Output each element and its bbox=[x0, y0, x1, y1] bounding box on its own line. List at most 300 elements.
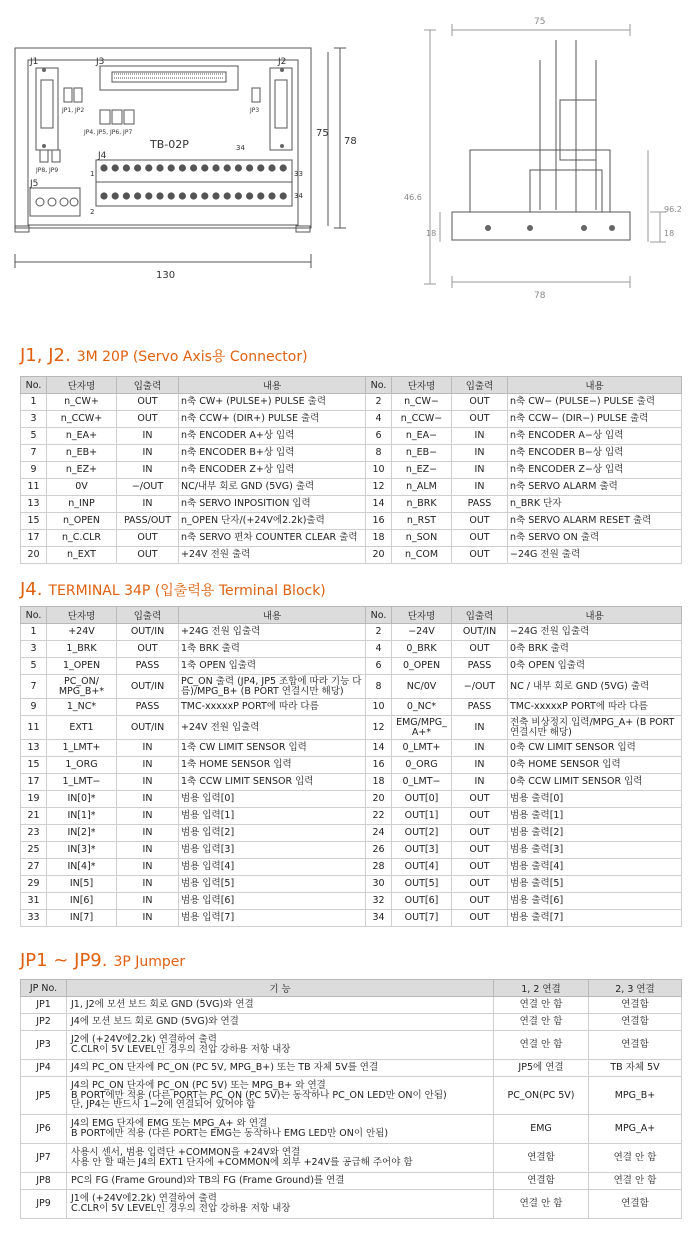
table-cell: PASS bbox=[117, 699, 179, 716]
table-row bbox=[21, 428, 682, 445]
table-row bbox=[21, 1173, 682, 1190]
terminal-pin bbox=[246, 192, 253, 199]
table-cell: n축 CW+ (PULSE+) PULSE 출력 bbox=[179, 394, 366, 411]
table-cell: J2에 (+24V에2.2k) 연결하여 출력 C.CLR이 5V LEVEL인 경우의 전압 강하용 저항 내장 bbox=[67, 1031, 494, 1060]
dim-side-bottom: 78 bbox=[534, 291, 546, 301]
table-cell: 0_LMT+ bbox=[392, 740, 452, 757]
table-cell: J1에 (+24V에2.2k) 연결하여 출력 C.CLR이 5V LEVEL인 경우의 전압 강하용 저항 내장 bbox=[67, 1190, 494, 1219]
table-cell: IN[3]* bbox=[47, 842, 117, 859]
table-cell: 범용 입력[3] bbox=[179, 842, 366, 859]
table-cell: OUT bbox=[117, 547, 179, 564]
column-header: 단자명 bbox=[47, 607, 117, 624]
board-drawing bbox=[0, 0, 700, 318]
table-row bbox=[21, 740, 682, 757]
table-cell: OUT/IN bbox=[117, 624, 179, 641]
terminal-pin bbox=[257, 164, 264, 171]
dim-height-outer: 78 bbox=[344, 136, 357, 147]
table-cell: 33 bbox=[21, 910, 47, 927]
terminal-pin bbox=[224, 192, 231, 199]
table-cell: 17 bbox=[21, 530, 47, 547]
table-cell: 연결함 bbox=[494, 1144, 589, 1173]
dim-side-s2: 18 bbox=[664, 229, 675, 238]
table-cell: 28 bbox=[366, 859, 392, 876]
table-cell: 24 bbox=[366, 825, 392, 842]
table-cell: 31 bbox=[21, 893, 47, 910]
table-cell: OUT bbox=[117, 394, 179, 411]
section-title-jp bbox=[20, 950, 185, 971]
table-cell: OUT/IN bbox=[117, 675, 179, 699]
table-cell: 4 bbox=[366, 411, 392, 428]
terminal-pin bbox=[212, 192, 219, 199]
table-cell: n_EA+ bbox=[47, 428, 117, 445]
table-cell: 1 bbox=[21, 624, 47, 641]
table-cell: +24V bbox=[47, 624, 117, 641]
table-cell: J1, J2에 모션 보드 회로 GND (5VG)와 연결 bbox=[67, 997, 494, 1014]
table-row bbox=[21, 1115, 682, 1144]
table-cell: −/OUT bbox=[117, 479, 179, 496]
table-cell: OUT bbox=[452, 842, 508, 859]
table-cell: n축 SERVO INPOSITION 입력 bbox=[179, 496, 366, 513]
table-cell: n축 ENCODER B−상 입력 bbox=[508, 445, 682, 462]
board-name: TB-02P bbox=[150, 138, 189, 151]
label-jp4-jp7: JP4, JP5, JP6, JP7 bbox=[84, 129, 133, 136]
table-cell: n_CW− bbox=[392, 394, 452, 411]
table-cell: −24V bbox=[392, 624, 452, 641]
terminal-pin bbox=[123, 192, 130, 199]
table-cell: 27 bbox=[21, 859, 47, 876]
table-cell: OUT[7] bbox=[392, 910, 452, 927]
table-cell: 32 bbox=[366, 893, 392, 910]
table-cell: IN bbox=[452, 479, 508, 496]
pin-marker-34-top: 34 bbox=[236, 144, 245, 152]
table-cell: JP1 bbox=[21, 997, 67, 1014]
table-cell: 29 bbox=[21, 876, 47, 893]
terminal-pin bbox=[145, 192, 152, 199]
table-cell: 23 bbox=[21, 825, 47, 842]
table-cell: 0_NC* bbox=[392, 699, 452, 716]
table-cell: 1_LMT− bbox=[47, 774, 117, 791]
table-cell: n_INP bbox=[47, 496, 117, 513]
section-title-main: JP1 ~ JP9. bbox=[20, 950, 108, 971]
table-row bbox=[21, 479, 682, 496]
table-cell: IN[6] bbox=[47, 893, 117, 910]
table-cell: IN[7] bbox=[47, 910, 117, 927]
section-title-j1j2 bbox=[20, 345, 308, 366]
table-cell: n_BRK bbox=[392, 496, 452, 513]
table-cell: PASS bbox=[452, 658, 508, 675]
table-cell: 1축 CCW LIMIT SENSOR 입력 bbox=[179, 774, 366, 791]
table-cell: 범용 입력[6] bbox=[179, 893, 366, 910]
table-cell: n축 ENCODER B+상 입력 bbox=[179, 445, 366, 462]
table-cell: OUT bbox=[452, 893, 508, 910]
label-j3: J3 bbox=[96, 57, 105, 67]
terminal-pin bbox=[168, 164, 175, 171]
table-row bbox=[21, 791, 682, 808]
table-cell: 20 bbox=[21, 547, 47, 564]
table-cell: OUT[0] bbox=[392, 791, 452, 808]
table-cell: 34 bbox=[366, 910, 392, 927]
table-row bbox=[21, 876, 682, 893]
table-cell: n축 SERVO ALARM RESET 출력 bbox=[508, 513, 682, 530]
terminal-pin bbox=[100, 192, 107, 199]
terminal-pin bbox=[145, 164, 152, 171]
table-cell: PC_ON/ MPG_B+* bbox=[47, 675, 117, 699]
terminal-pin bbox=[123, 164, 130, 171]
table-cell: TMC-xxxxxP PORT에 따라 다름 bbox=[508, 699, 682, 716]
section-subtitle: 3M 20P (Servo Axis용 Connector) bbox=[76, 349, 308, 365]
side-view-outline bbox=[452, 212, 630, 240]
terminal-pin bbox=[280, 192, 287, 199]
table-cell: JP2 bbox=[21, 1014, 67, 1031]
table-cell: 16 bbox=[366, 757, 392, 774]
table-cell: EMG bbox=[494, 1115, 589, 1144]
table-cell: IN bbox=[117, 774, 179, 791]
table-cell: 20 bbox=[366, 547, 392, 564]
table-cell: PC의 FG (Frame Ground)와 TB의 FG (Frame Ground)를 연결 bbox=[67, 1173, 494, 1190]
table-cell: n_OPEN bbox=[47, 513, 117, 530]
table-cell: 범용 출력[7] bbox=[508, 910, 682, 927]
table-cell: 연결함 bbox=[494, 1173, 589, 1190]
label-jp1-jp2: JP1, JP2 bbox=[62, 107, 85, 114]
label-j4: J4 bbox=[98, 151, 107, 161]
table-cell: 범용 입력[7] bbox=[179, 910, 366, 927]
column-header: 단자명 bbox=[47, 377, 117, 394]
table-cell: 연결 안 함 bbox=[589, 1144, 682, 1173]
terminal-pin bbox=[100, 164, 107, 171]
terminal-pin bbox=[134, 164, 141, 171]
table-cell: n_EZ− bbox=[392, 462, 452, 479]
table-cell: n축 CW− (PULSE−) PULSE 출력 bbox=[508, 394, 682, 411]
table-cell: 9 bbox=[21, 699, 47, 716]
table-cell: EMG/MPG_ A+* bbox=[392, 716, 452, 740]
table-cell: 0축 HOME SENSOR 입력 bbox=[508, 757, 682, 774]
table-cell: 1축 HOME SENSOR 입력 bbox=[179, 757, 366, 774]
table-row bbox=[21, 624, 682, 641]
table-cell: n_OPEN 단자/(+24V에2.2k)출력 bbox=[179, 513, 366, 530]
table-cell: −24G 전원 입출력 bbox=[508, 624, 682, 641]
dim-side-h2: 96.2 bbox=[664, 205, 682, 214]
table-row bbox=[21, 1031, 682, 1060]
table-cell: 8 bbox=[366, 675, 392, 699]
table-cell: OUT bbox=[117, 641, 179, 658]
table-cell: OUT bbox=[452, 859, 508, 876]
table-cell: 0_LMT− bbox=[392, 774, 452, 791]
column-header: JP No. bbox=[21, 980, 67, 997]
table-cell: +24V 전원 출력 bbox=[179, 547, 366, 564]
table-cell: 12 bbox=[366, 716, 392, 740]
table-cell: 12 bbox=[366, 479, 392, 496]
terminal-pin bbox=[246, 164, 253, 171]
table-cell: 3 bbox=[21, 641, 47, 658]
table-cell: OUT bbox=[452, 791, 508, 808]
table-cell: 범용 입력[1] bbox=[179, 808, 366, 825]
dim-width: 130 bbox=[156, 270, 176, 281]
table-row bbox=[21, 394, 682, 411]
table-cell: 연결 안 함 bbox=[494, 1014, 589, 1031]
table-cell: +24G 전원 입출력 bbox=[179, 624, 366, 641]
table-cell: IN bbox=[452, 462, 508, 479]
table-cell: OUT[6] bbox=[392, 893, 452, 910]
table-cell: OUT bbox=[452, 530, 508, 547]
table-cell: 5 bbox=[21, 658, 47, 675]
table-row bbox=[21, 825, 682, 842]
table-cell: n축 ENCODER A+상 입력 bbox=[179, 428, 366, 445]
terminal-pin bbox=[280, 164, 287, 171]
table-cell: IN bbox=[452, 445, 508, 462]
table-cell: n축 CCW+ (DIR+) PULSE 출력 bbox=[179, 411, 366, 428]
dim-side-s1: 18 bbox=[426, 229, 437, 238]
table-cell: JP8 bbox=[21, 1173, 67, 1190]
table-cell: IN bbox=[117, 825, 179, 842]
table-cell: MPG_B+ bbox=[589, 1077, 682, 1115]
table-cell: PC_ON(PC 5V) bbox=[494, 1077, 589, 1115]
table-cell: 16 bbox=[366, 513, 392, 530]
table-cell: 범용 출력[5] bbox=[508, 876, 682, 893]
table-cell: 범용 출력[3] bbox=[508, 842, 682, 859]
table-row bbox=[21, 842, 682, 859]
table-cell: 14 bbox=[366, 740, 392, 757]
table-row bbox=[21, 675, 682, 699]
table-cell: n_CCW+ bbox=[47, 411, 117, 428]
section-subtitle: TERMINAL 34P (입출력용 Terminal Block) bbox=[48, 583, 326, 599]
table-cell: NC/내부 회로 GND (5VG) 출력 bbox=[179, 479, 366, 496]
table-cell: 1_OPEN bbox=[47, 658, 117, 675]
table-cell: 연결 안 함 bbox=[494, 1190, 589, 1219]
table-cell: JP5 bbox=[21, 1077, 67, 1115]
pin-marker-33: 33 bbox=[294, 170, 303, 178]
table-row bbox=[21, 716, 682, 740]
table-cell: TB 자체 5V bbox=[589, 1060, 682, 1077]
table-cell: 0V bbox=[47, 479, 117, 496]
table-cell: IN bbox=[117, 791, 179, 808]
terminal-pin bbox=[235, 164, 242, 171]
table-cell: 사용시 센서, 범용 입력단 +COMMON을 +24V와 연결 사용 안 할 때는 J4의 EXT1 단자에 +COMMON에 외부 +24V를 공급해 주어야 함 bbox=[67, 1144, 494, 1173]
table-cell: n_BRK 단자 bbox=[508, 496, 682, 513]
table-cell: 0_BRK bbox=[392, 641, 452, 658]
table-cell: IN bbox=[117, 859, 179, 876]
table-cell: 연결 안 함 bbox=[589, 1173, 682, 1190]
table-row bbox=[21, 547, 682, 564]
column-header: 1, 2 연결 bbox=[494, 980, 589, 997]
table-cell: IN bbox=[452, 757, 508, 774]
table-cell: IN bbox=[452, 428, 508, 445]
table-cell: 18 bbox=[366, 530, 392, 547]
table-cell: OUT bbox=[452, 641, 508, 658]
table-cell: NC / 내부 회로 GND (5VG) 출력 bbox=[508, 675, 682, 699]
table-cell: IN[2]* bbox=[47, 825, 117, 842]
table-cell: IN bbox=[452, 740, 508, 757]
section-title-main: J4. bbox=[20, 579, 43, 600]
table-cell: 14 bbox=[366, 496, 392, 513]
table-cell: +24V 전원 입출력 bbox=[179, 716, 366, 740]
terminal-pin bbox=[179, 192, 186, 199]
table-cell: 13 bbox=[21, 740, 47, 757]
table-cell: 19 bbox=[21, 791, 47, 808]
table-cell: JP5에 연결 bbox=[494, 1060, 589, 1077]
table-cell: −/OUT bbox=[452, 675, 508, 699]
table-row bbox=[21, 774, 682, 791]
table-cell: 6 bbox=[366, 658, 392, 675]
table-cell: 22 bbox=[366, 808, 392, 825]
table-cell: 20 bbox=[366, 791, 392, 808]
table-cell: 1_NC* bbox=[47, 699, 117, 716]
table-cell: TMC-xxxxxP PORT에 따라 다름 bbox=[179, 699, 366, 716]
table-row bbox=[21, 530, 682, 547]
column-header: 단자명 bbox=[392, 607, 452, 624]
table-cell: 11 bbox=[21, 716, 47, 740]
table-cell: OUT bbox=[452, 513, 508, 530]
column-header: No. bbox=[366, 377, 392, 394]
table-cell: PASS bbox=[452, 699, 508, 716]
terminal-pin bbox=[201, 164, 208, 171]
terminal-pin bbox=[257, 192, 264, 199]
column-header: 입출력 bbox=[117, 377, 179, 394]
table-cell: OUT[2] bbox=[392, 825, 452, 842]
table-cell: 10 bbox=[366, 699, 392, 716]
table-cell: n_ALM bbox=[392, 479, 452, 496]
table-cell: 2 bbox=[366, 624, 392, 641]
table-cell: 8 bbox=[366, 445, 392, 462]
table-row bbox=[21, 757, 682, 774]
table-row bbox=[21, 1060, 682, 1077]
table-cell: n_SON bbox=[392, 530, 452, 547]
table-cell: IN bbox=[117, 893, 179, 910]
label-j5: J5 bbox=[30, 179, 39, 189]
terminal-pin bbox=[268, 164, 275, 171]
table-cell: n축 ENCODER Z−상 입력 bbox=[508, 462, 682, 479]
j5-connector bbox=[30, 188, 80, 216]
column-header: 2, 3 연결 bbox=[589, 980, 682, 997]
table-cell: JP3 bbox=[21, 1031, 67, 1060]
terminal-pin bbox=[224, 164, 231, 171]
table-row bbox=[21, 910, 682, 927]
table-cell: OUT bbox=[452, 411, 508, 428]
table-cell: OUT[4] bbox=[392, 859, 452, 876]
table-cell: 9 bbox=[21, 462, 47, 479]
pin-marker-1: 1 bbox=[90, 170, 95, 178]
table-cell: 연결함 bbox=[589, 1031, 682, 1060]
table-cell: n_CCW− bbox=[392, 411, 452, 428]
column-header: No. bbox=[21, 377, 47, 394]
table-cell: n축 SERVO 편차 COUNTER CLEAR 출력 bbox=[179, 530, 366, 547]
table-cell: 범용 출력[0] bbox=[508, 791, 682, 808]
table-cell: 0_ORG bbox=[392, 757, 452, 774]
table-cell: n축 ENCODER A−상 입력 bbox=[508, 428, 682, 445]
table-cell: OUT bbox=[452, 808, 508, 825]
section-title-main: J1, J2. bbox=[20, 345, 71, 366]
table-cell: 7 bbox=[21, 445, 47, 462]
table-cell: 21 bbox=[21, 808, 47, 825]
table-cell: 2 bbox=[366, 394, 392, 411]
table-cell: PASS/OUT bbox=[117, 513, 179, 530]
table-cell: 1 bbox=[21, 394, 47, 411]
table-row bbox=[21, 808, 682, 825]
terminal-pin bbox=[201, 192, 208, 199]
table-row bbox=[21, 1014, 682, 1031]
terminal-pin bbox=[235, 192, 242, 199]
table-header-row bbox=[21, 980, 682, 997]
table-cell: 연결 안 함 bbox=[494, 997, 589, 1014]
column-header: 기 능 bbox=[67, 980, 494, 997]
table-cell: J4의 PC_ON 단자에 PC_ON (PC 5V) 또는 MPG_B+ 와 연결 B PORT에만 적용 (다른 PORT는 PC_ON (PC 5V)는 동작하나 PC_ON LED만 ON이 안됨) 단, JP4는 반드시 1−2에 연결되어 있어야 함 bbox=[67, 1077, 494, 1115]
column-header: 내용 bbox=[179, 377, 366, 394]
section-title-j4 bbox=[20, 579, 326, 600]
table-cell: NC/0V bbox=[392, 675, 452, 699]
table-cell: n축 CCW− (DIR−) PULSE 출력 bbox=[508, 411, 682, 428]
table-cell: 15 bbox=[21, 757, 47, 774]
table-cell: 범용 입력[2] bbox=[179, 825, 366, 842]
table-cell: n축 ENCODER Z+상 입력 bbox=[179, 462, 366, 479]
table-cell: 0축 OPEN 입출력 bbox=[508, 658, 682, 675]
column-header: 내용 bbox=[179, 607, 366, 624]
terminal-pin bbox=[212, 164, 219, 171]
column-header: 단자명 bbox=[392, 377, 452, 394]
table-cell: n_EXT bbox=[47, 547, 117, 564]
table-cell: 10 bbox=[366, 462, 392, 479]
table-cell: n축 SERVO ON 출력 bbox=[508, 530, 682, 547]
table-cell: OUT bbox=[117, 411, 179, 428]
column-header: No. bbox=[366, 607, 392, 624]
table-header-row bbox=[21, 377, 682, 394]
table-cell: OUT[5] bbox=[392, 876, 452, 893]
table-cell: 5 bbox=[21, 428, 47, 445]
table-cell: 11 bbox=[21, 479, 47, 496]
table-cell: 17 bbox=[21, 774, 47, 791]
table-cell: OUT bbox=[452, 547, 508, 564]
table-cell: 0축 BRK 출력 bbox=[508, 641, 682, 658]
table-cell: 범용 입력[4] bbox=[179, 859, 366, 876]
table-cell: OUT bbox=[117, 530, 179, 547]
table-cell: J4의 EMG 단자에 EMG 또는 MPG_A+ 와 연결 B PORT에만 적용 (다른 PORT는 EMG는 동작하나 EMG LED만 ON이 안됨) bbox=[67, 1115, 494, 1144]
table-cell: 연결함 bbox=[589, 1190, 682, 1219]
table-cell: 1_LMT+ bbox=[47, 740, 117, 757]
table-cell: IN bbox=[452, 716, 508, 740]
column-header: 입출력 bbox=[452, 377, 508, 394]
terminal-pin bbox=[190, 192, 197, 199]
table-cell: n_C.CLR bbox=[47, 530, 117, 547]
table-header-row bbox=[21, 607, 682, 624]
table-cell: 범용 입력[5] bbox=[179, 876, 366, 893]
table-cell: JP6 bbox=[21, 1115, 67, 1144]
table-cell: IN[1]* bbox=[47, 808, 117, 825]
column-header: 내용 bbox=[508, 377, 682, 394]
table-row bbox=[21, 658, 682, 675]
table-cell: OUT bbox=[452, 825, 508, 842]
table-cell: 범용 출력[6] bbox=[508, 893, 682, 910]
table-row bbox=[21, 1190, 682, 1219]
table-cell: OUT bbox=[452, 394, 508, 411]
table-cell: 1축 BRK 출력 bbox=[179, 641, 366, 658]
table-cell: n_EB+ bbox=[47, 445, 117, 462]
table-cell: 3 bbox=[21, 411, 47, 428]
table-cell: 0축 CW LIMIT SENSOR 입력 bbox=[508, 740, 682, 757]
table-cell: −24G 전원 출력 bbox=[508, 547, 682, 564]
terminal-pin bbox=[179, 164, 186, 171]
pin-marker-34: 34 bbox=[294, 192, 303, 200]
table-row bbox=[21, 513, 682, 530]
table-cell: 0축 CCW LIMIT SENSOR 입력 bbox=[508, 774, 682, 791]
dim-height-inner: 75 bbox=[316, 128, 329, 139]
dim-side-h1: 46.6 bbox=[404, 193, 422, 202]
table-row bbox=[21, 859, 682, 876]
table-row bbox=[21, 641, 682, 658]
table-cell: OUT/IN bbox=[117, 716, 179, 740]
table-cell: 26 bbox=[366, 842, 392, 859]
table-cell: J4에 모션 보드 회로 GND (5VG)와 연결 bbox=[67, 1014, 494, 1031]
table-cell: n_EB− bbox=[392, 445, 452, 462]
table-cell: IN bbox=[117, 462, 179, 479]
table-row bbox=[21, 496, 682, 513]
